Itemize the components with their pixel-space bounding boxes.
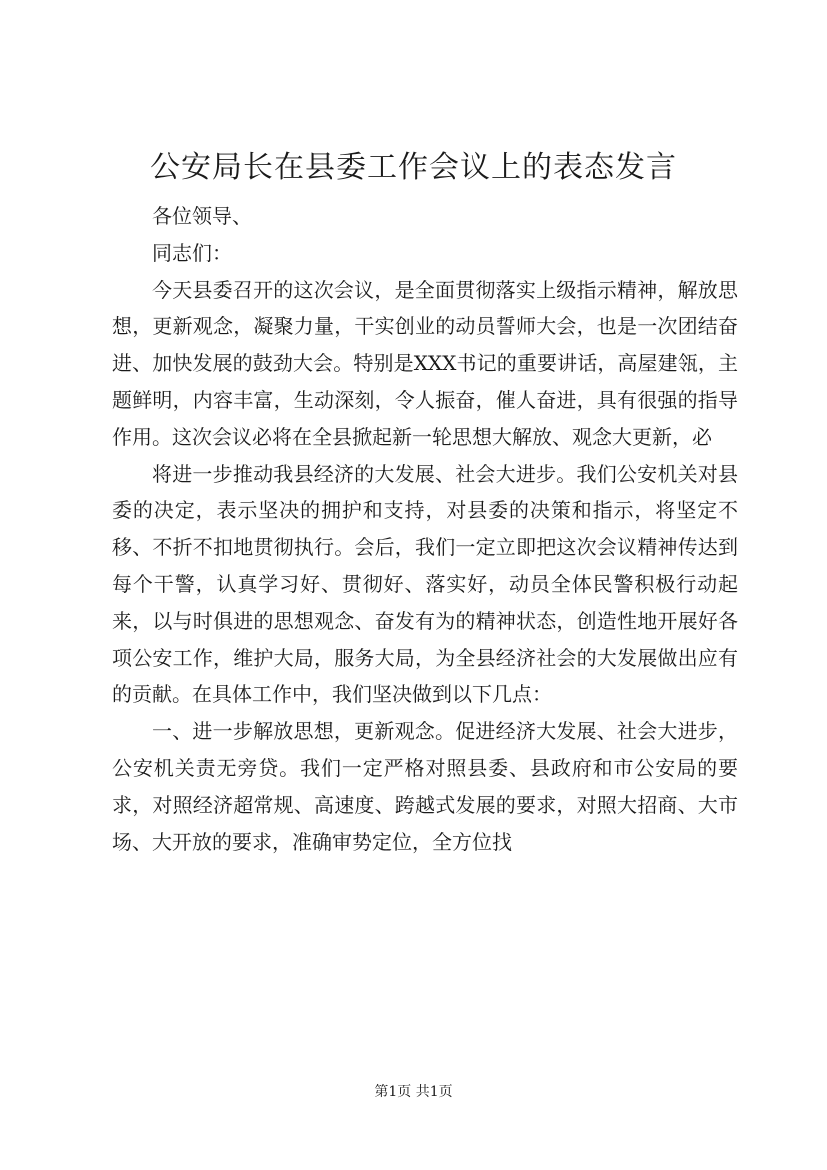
page-number-footer: 第1页 共1页 xyxy=(374,1084,453,1100)
body-paragraph-3: 一、进一步解放思想，更新观念。促进经济大发展、社会大进步，公安机关责无旁贷。我们一定严格对照县委、县政府和市公安局的要求，对照经济超常规、高速度、跨越式发展的要求，对照大招商、大市场、大开放的要求，准确审势定位，全方位找 xyxy=(112,719,738,854)
body-paragraph-1: 今天县委召开的这次会议，是全面贯彻落实上级指示精神，解放思想，更新观念，凝聚力量，干实创业的动员誓师大会，也是一次团结奋进、加快发展的鼓劲大会。特别是XXX书记的重要讲话，高屋建瓴，主题鲜明，内容丰富，生动深刻，令人振奋，催人奋进，具有很强的指导作用。这次会议必将在全县掀起新一轮思想大解放、观念大更新，必 xyxy=(112,277,738,449)
document-body xyxy=(112,198,738,860)
salutation-line-1: 各位领导、 xyxy=(152,204,252,228)
body-paragraph-2: 将进一步推动我县经济的大发展、社会大进步。我们公安机关对县委的决定，表示坚决的拥护和支持，对县委的决策和指示，将坚定不移、不折不扣地贯彻执行。会后，我们一定立即把这次会议精神传达到每个干警，认真学习好、贯彻好、落实好，动员全体民警积极行动起来，以与时俱进的思想观念、奋发有为的精神状态，创造性地开展好各项公安工作，维护大局，服务大局，为全县经济社会的大发展做出应有的贡献。在具体工作中，我们坚决做到以下几点： xyxy=(112,461,738,707)
salutation-line-2: 同志们： xyxy=(152,240,232,265)
document-title: 公安局长在县委工作会议上的表态发言 xyxy=(150,150,677,185)
